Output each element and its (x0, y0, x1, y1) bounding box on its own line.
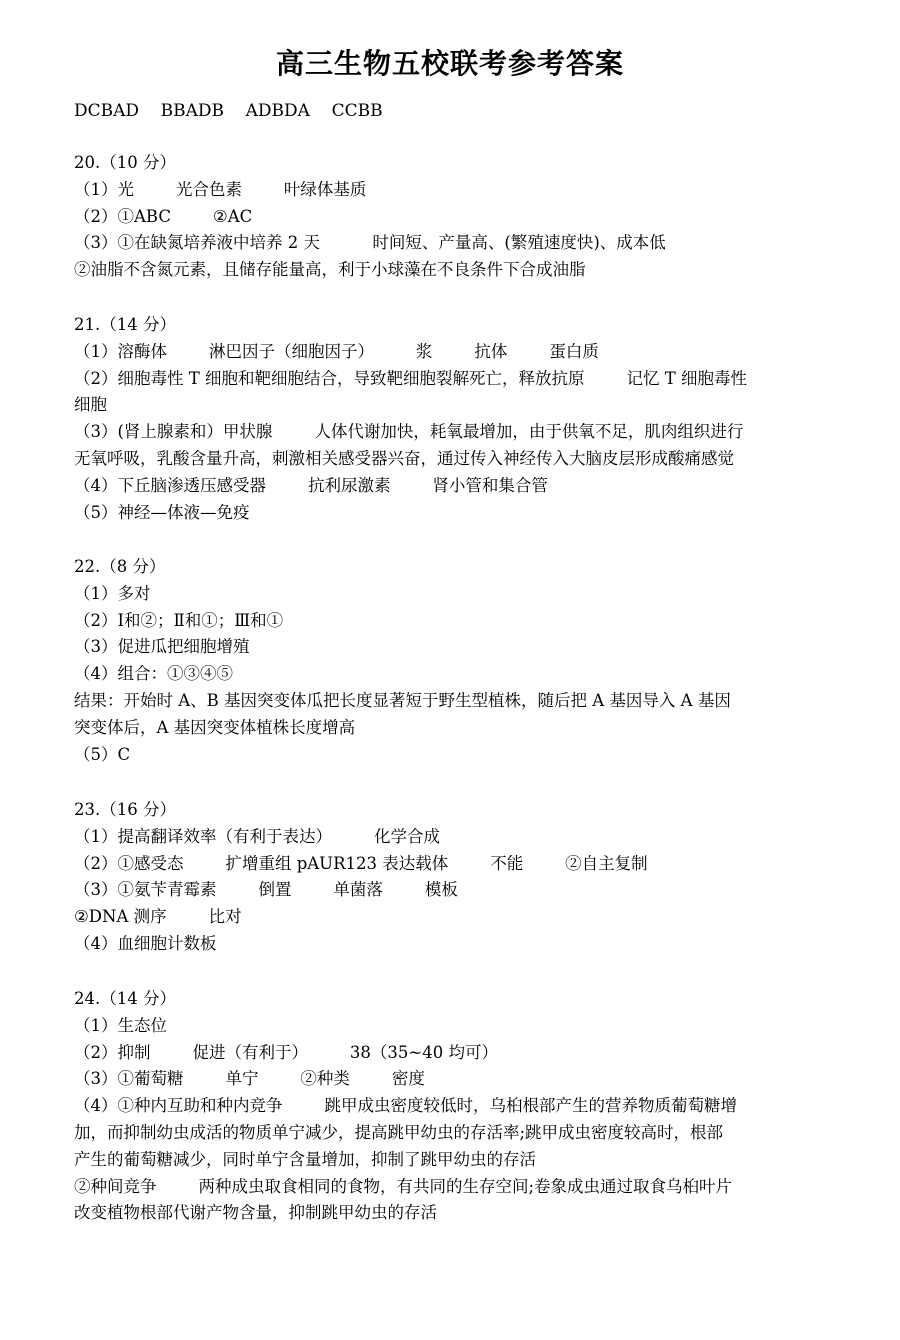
multiple-choice-answers: DCBAD BBADB ADBDA CCBB (74, 101, 383, 121)
answer-line: 产生的葡萄糖减少，同时单宁含量增加，抑制了跳甲幼虫的存活 (74, 1149, 536, 1169)
answer-line: 细胞 (74, 395, 107, 415)
answer-line: （1）光 光合色素 叶绿体基质 (74, 179, 367, 199)
answer-line: （3）①葡萄糖 单宁 ②种类 密度 (74, 1069, 425, 1089)
answer-line: （4）组合：①③④⑤ (74, 664, 233, 684)
answer-line: 改变植物根部代谢产物含量，抑制跳甲幼虫的存活 (74, 1203, 437, 1223)
answer-line: （3）(肾上腺素和）甲状腺 人体代谢加快，耗氧最增加，由于供氧不足，肌肉组织进行 (74, 422, 744, 442)
question-20-header: 20.（10 分） (74, 153, 176, 172)
answer-line: （4）下丘脑渗透压感受器 抗利尿激素 肾小管和集合管 (74, 475, 548, 495)
answer-line: （5）C (74, 744, 131, 764)
answer-line: 加，而抑制幼虫成活的物质单宁减少，提高跳甲幼虫的存活率;跳甲成虫密度较高时，根部 (74, 1122, 724, 1142)
answer-line: （1）溶酶体 淋巴因子（细胞因子） 浆 抗体 蛋白质 (74, 341, 599, 361)
answer-line: （2）抑制 促进（有利于） 38（35~40 均可） (74, 1042, 498, 1062)
question-23-header: 23.（16 分） (74, 800, 176, 819)
answer-line: （4）①种内互助和种内竞争 跳甲成虫密度较低时，乌桕根部产生的营养物质葡萄糖增 (74, 1096, 737, 1116)
answer-line: （3）①在缺氮培养液中培养 2 天 时间短、产量高、(繁殖速度快)、成本低 (74, 233, 666, 253)
question-22 (74, 554, 834, 768)
answer-line: （1）生态位 (74, 1015, 167, 1035)
answer-line: 无氧呼吸，乳酸含量升高，刺激相关感受器兴奋，通过传入神经传入大脑皮层形成酸痛感觉 (74, 448, 734, 468)
page-title: 高三生物五校联考参考答案 (275, 47, 624, 80)
question-23 (74, 797, 834, 958)
answer-line: （1）提高翻译效率（有利于表达） 化学合成 (74, 826, 440, 846)
answer-line: 结果：开始时 A、B 基因突变体瓜把长度显著短于野生型植株，随后把 A 基因导入 A 基因 (74, 690, 731, 710)
answer-line: ②种间竞争 两种成虫取食相同的食物，有共同的生存空间;卷象成虫通过取食乌桕叶片 (74, 1176, 733, 1196)
answer-line: （4）血细胞计数板 (74, 933, 217, 953)
answer-line: （2）①感受态 扩增重组 pAUR123 表达载体 不能 ②自主复制 (74, 853, 648, 873)
question-20 (74, 150, 834, 284)
answer-line: （5）神经—体液—免疫 (74, 502, 250, 522)
question-22-header: 22.（8 分） (74, 557, 166, 576)
answer-line: 突变体后，A 基因突变体植株长度增高 (74, 717, 356, 737)
answer-line: （3）①氨苄青霉素 倒置 单菌落 模板 (74, 880, 458, 900)
question-24 (74, 986, 834, 1227)
answer-line: ②油脂不含氮元素，且储存能量高，利于小球藻在不良条件下合成油脂 (74, 260, 586, 280)
answer-line: （2）①ABC ②AC (74, 206, 253, 226)
question-21 (74, 312, 834, 526)
answer-line: （2）细胞毒性 T 细胞和靶细胞结合，导致靶细胞裂解死亡，释放抗原 记忆 T 细胞毒性 (74, 368, 747, 388)
answer-line: （2）Ⅰ和②；Ⅱ和①；Ⅲ和① (74, 610, 284, 630)
answer-line: （1）多对 (74, 583, 151, 603)
question-21-header: 21.（14 分） (74, 315, 176, 334)
answer-line: ②DNA 测序 比对 (74, 907, 242, 927)
answer-line: （3）促进瓜把细胞增殖 (74, 637, 250, 657)
question-24-header: 24.（14 分） (74, 989, 176, 1008)
